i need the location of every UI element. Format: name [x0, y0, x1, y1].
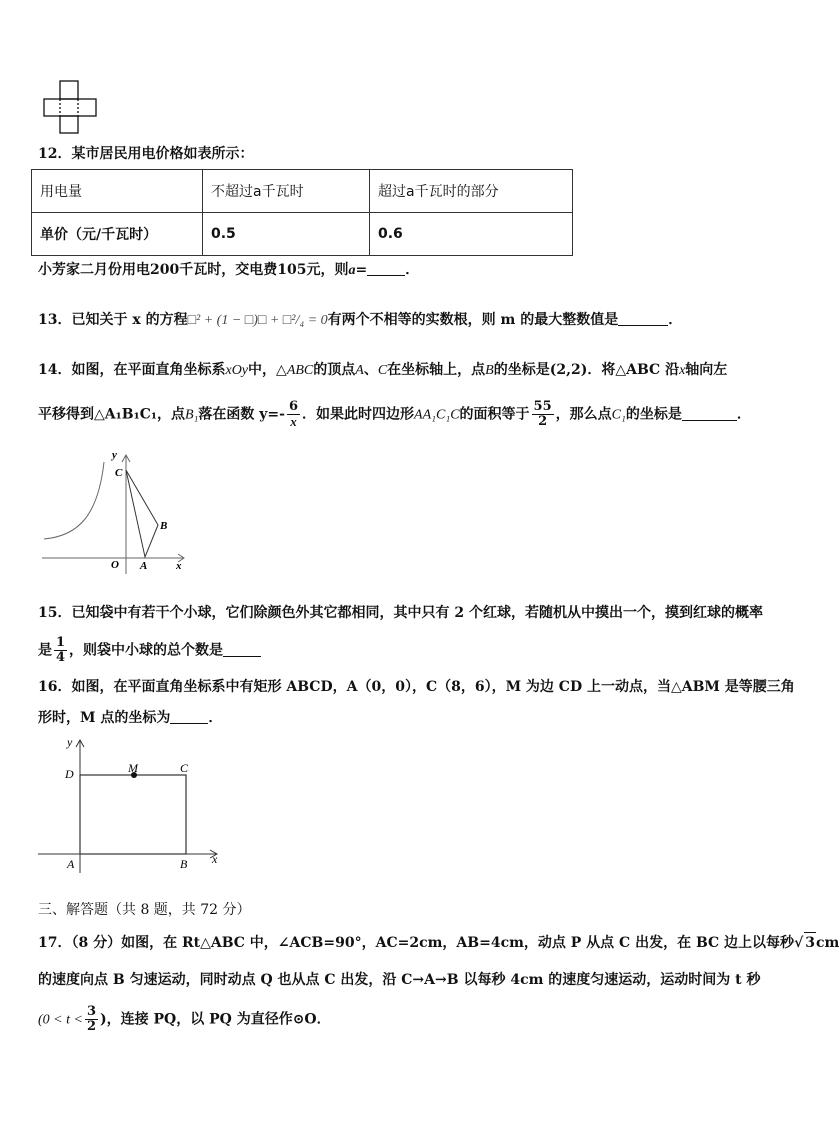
table-header-cell: 不超过a千瓦时 [203, 170, 370, 213]
q16-rectangle-figure [36, 735, 226, 875]
fig-label-o: O [111, 559, 119, 571]
q14-func-fraction [287, 400, 300, 429]
answer-blank[interactable] [367, 261, 405, 276]
hyperbola-curve [44, 462, 104, 539]
q13-stem [38, 310, 682, 331]
q14-A: A [355, 363, 364, 378]
q14-B1: B₁ [185, 407, 199, 423]
q13-end: ． [668, 312, 683, 328]
frac-den: 4 [56, 650, 66, 665]
q17-text: 17．（8 分）如图，在 Rt△ABC 中，∠ACB=90°，AC=2cm，AB=4cm，动点 P 从点 C 出发，在 BC 边上以每秒 [38, 935, 795, 951]
fig-label-a: A [67, 857, 75, 871]
answer-blank[interactable] [618, 311, 668, 326]
q17-condition-fraction [85, 1005, 98, 1034]
fig-label-y: y [112, 449, 117, 461]
q15-stem-line2 [38, 636, 261, 665]
table-cell: 0.5 [203, 213, 370, 256]
q13-suffix: 有两个不相等的实数根，则 m 的最大整数值是 [327, 312, 619, 328]
q17-condition: (0 < t < [38, 1012, 83, 1028]
q14-coordinate-figure [38, 450, 188, 575]
q14-text: 落在函数 y=- [198, 406, 285, 423]
q14-abc: ABC [286, 363, 314, 378]
price-table [31, 169, 573, 256]
q12-var: a [348, 263, 356, 278]
table-cell: 单价（元/千瓦时） [32, 213, 203, 256]
answer-blank[interactable] [223, 642, 261, 657]
q15-stem-line1: 15．已知袋中有若干个小球，它们除颜色外其它都相同，其中只有 2 个红球，若随机从中摸出一个，摸到红球的概率 [38, 605, 763, 621]
fig-label-d: D [65, 767, 74, 781]
frac-den: 2 [86, 1019, 96, 1034]
q16-stem-line2 [38, 708, 222, 728]
frac-num: 1 [56, 635, 66, 650]
q14-text: 在坐标轴上，点 [387, 362, 486, 378]
q17-stem-line2: 的速度向点 B 匀速运动，同时动点 Q 也从点 C 出发，沿 C→A→B 以每秒 4cm 的速度匀速运动，运动时间为 t 秒 [38, 972, 761, 988]
q14-text: 的坐标是(2,2)．将△ABC 沿 [493, 362, 680, 378]
table-row [32, 170, 573, 213]
q17-condition-end: ) [100, 1011, 107, 1028]
fig-label-c: C [180, 761, 189, 775]
q14-text: 的面积等于 [459, 406, 530, 423]
q17-text: ，连接 PQ，以 PQ 为直径作⊙O． [106, 1011, 331, 1028]
fig-label-y: y [67, 735, 73, 749]
table-row [32, 213, 573, 256]
q14-area-fraction [532, 400, 554, 429]
q15-probability-fraction [54, 636, 67, 665]
q17-unit: cm [816, 935, 839, 951]
q16-stem-line1: 16．如图，在平面直角坐标系中有矩形 ABCD，A（0，0），C（8，6），M 为边 CD 上一动点，当△ABM 是等腰三角 [38, 679, 795, 695]
q12-eq: = [355, 262, 368, 278]
fig-label-m: M [128, 761, 138, 775]
q15-text: 是 [38, 642, 52, 659]
frac-den: 2 [538, 414, 548, 429]
frac-num: 3 [86, 1004, 96, 1019]
q14-quad: AA₁C₁C [414, 407, 460, 423]
fig-label-b: B [180, 857, 188, 871]
q13-prefix: 13．已知关于 x 的方程 [38, 312, 188, 328]
q14-stem-line1 [38, 360, 727, 381]
q13-equation: □² + (1 − □)□ + □²/₄ = 0 [187, 313, 328, 328]
q14-C1: C₁ [611, 407, 626, 423]
q16-text: 形时，M 点的坐标为 [38, 710, 171, 726]
q14-x: x [679, 363, 686, 378]
q17-stem-line3 [38, 1005, 331, 1034]
q14-text: ．如果此时四边形 [302, 406, 415, 423]
table-cell: 0.6 [370, 213, 573, 256]
q14-text: 的顶点 [313, 362, 356, 378]
answer-blank[interactable] [170, 709, 208, 724]
q14-end: ． [736, 406, 751, 423]
q12-question [38, 260, 419, 281]
q12-stem: 12．某市居民用电价格如表所示： [38, 146, 254, 162]
fig-label-c: C [115, 467, 123, 479]
q12-end: ． [405, 262, 420, 278]
table-header-cell: 用电量 [32, 170, 203, 213]
fig-label-b: B [160, 520, 168, 532]
q14-text: 的坐标是 [625, 406, 682, 423]
sqrt-sign: √ [794, 935, 804, 951]
fig-label-x: x [212, 852, 218, 866]
q14-text: 轴向左 [685, 362, 728, 378]
rectangle-abcd [80, 775, 186, 854]
q14-sys: xOy [225, 363, 249, 378]
q14-text: ，那么点 [555, 406, 612, 423]
q17-stem-line1 [38, 932, 839, 953]
q14-text: 平移得到△A₁B₁C₁，点 [38, 406, 185, 423]
fig-label-x: x [176, 560, 182, 572]
frac-den: x [290, 414, 297, 429]
frac-num: 6 [288, 399, 299, 414]
q14-C: C [377, 363, 388, 378]
answer-blank[interactable] [682, 406, 737, 421]
q14-text: 中，△ [248, 362, 287, 378]
table-header-cell: 超过a千瓦时的部分 [370, 170, 573, 213]
triangle-abc [126, 470, 158, 557]
fig-label-a: A [140, 560, 148, 572]
sqrt-value: 3 [804, 932, 816, 953]
q14-B: B [485, 363, 494, 378]
q14-text: 14．如图，在平面直角坐标系 [38, 362, 226, 378]
q15-text: ，则袋中小球的总个数是 [69, 642, 224, 659]
q12-text: 小芳家二月份用电200千瓦时，交电费105元，则 [38, 262, 349, 278]
frac-num: 55 [533, 399, 552, 414]
section-heading: 三、解答题（共 8 题，共 72 分） [38, 902, 251, 918]
q16-end: ． [208, 710, 223, 726]
q14-text: 、 [363, 362, 378, 378]
q14-stem-line2 [38, 400, 751, 429]
cross-net-figure [42, 79, 102, 137]
